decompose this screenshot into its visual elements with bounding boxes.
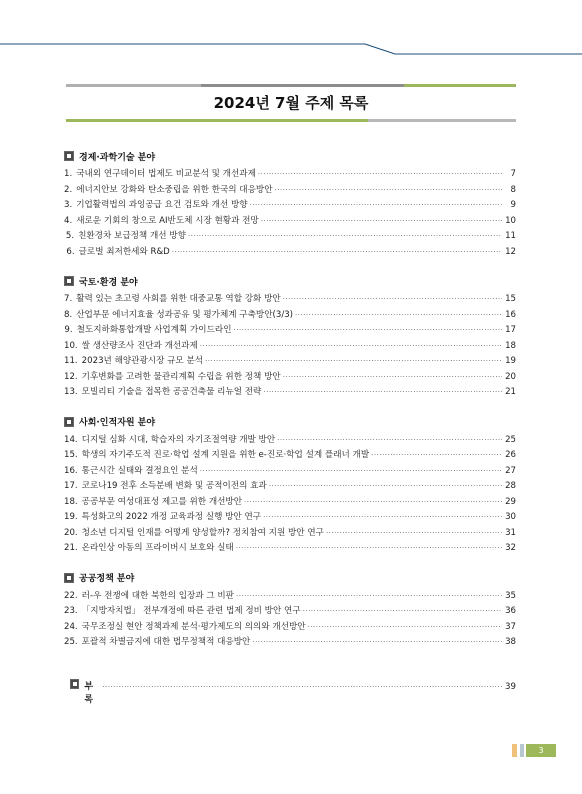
leader-dots <box>303 607 502 615</box>
leader-dots <box>295 311 502 319</box>
entry-title: 학생의 자기주도적 진로·학업 설계 지원을 위한 e-진로·학업 설계 플래너 개발 <box>81 450 370 460</box>
section-square-icon <box>64 573 74 583</box>
section-heading <box>64 570 516 586</box>
section-square-icon <box>64 151 74 161</box>
section-heading <box>64 148 516 164</box>
leader-dots <box>371 451 502 459</box>
leader-dots <box>263 388 502 396</box>
entry-page: 10 <box>505 215 516 226</box>
entry-page: 7 <box>510 169 516 179</box>
entry-title: 통근시간 실태와 결정요인 분석 <box>81 465 198 476</box>
entry-number: 15. <box>64 450 78 460</box>
leader-dots <box>188 232 502 240</box>
entry-number: 9. <box>64 325 73 335</box>
entry-page: 12 <box>505 246 516 257</box>
toc-entry[interactable] <box>64 635 516 651</box>
toc-entry[interactable] <box>64 479 516 495</box>
entry-number: 20. <box>64 527 78 538</box>
toc-entry[interactable] <box>64 167 516 183</box>
entry-number: 4. <box>64 215 73 226</box>
entry-number: 3. <box>64 200 73 210</box>
section-square-icon <box>70 679 79 689</box>
toc-section <box>64 414 516 557</box>
entry-title: 「지방자치법」 전부개정에 따른 관련 법제 정비 방안 연구 <box>81 606 301 616</box>
leader-dots <box>236 592 502 600</box>
entry-page: 9 <box>510 200 516 210</box>
toc-entry[interactable] <box>64 464 516 480</box>
section-heading-text: 경제·과학기술 분야 <box>79 152 156 163</box>
toc-entry[interactable] <box>64 620 516 636</box>
page-title: 2024년 7월 주제 목록 <box>213 94 369 112</box>
entry-number: 6. <box>66 246 75 257</box>
entry-number: 11. <box>64 356 78 366</box>
entry-number: 7. <box>64 294 73 304</box>
leader-dots <box>283 373 502 381</box>
leader-dots <box>250 201 502 209</box>
title-block <box>66 84 516 122</box>
entry-title: 포괄적 차별금지에 대한 법무정책적 대응방안 <box>81 637 251 647</box>
leader-dots <box>269 482 502 490</box>
toc-entry[interactable] <box>64 448 516 464</box>
leader-dots <box>261 217 502 225</box>
title-bottom-rule <box>66 119 516 122</box>
entry-page: 27 <box>505 465 516 476</box>
entry-title: 기후변화를 고려한 물관리계획 수립을 위한 정책 방안 <box>81 371 281 382</box>
entry-title: 온라인상 아동의 프라이버시 보호와 실태 <box>81 543 234 553</box>
entry-page: 31 <box>505 527 516 538</box>
entry-page: 16 <box>505 309 516 320</box>
toc-entry[interactable] <box>64 292 516 308</box>
leader-dots <box>252 638 502 646</box>
leader-dots <box>236 544 502 552</box>
entry-title: 에너지안보 강화와 탄소중립을 위한 한국의 대응방안 <box>76 184 273 195</box>
leader-dots <box>263 513 502 521</box>
entry-page: 25 <box>505 434 516 445</box>
entry-number: 23. <box>64 606 78 616</box>
entry-title: 활력 있는 초고령 사회를 위한 대중교통 역할 강화 방안 <box>76 294 281 304</box>
toc-entry[interactable] <box>64 589 516 605</box>
entry-page: 21 <box>505 387 516 397</box>
entry-title: 새로운 기회의 창으로 AI반도체 시장 현황과 전망 <box>76 215 259 226</box>
appendix-page: 39 <box>505 682 516 692</box>
entry-page: 17 <box>505 325 516 335</box>
entry-page: 35 <box>505 590 516 601</box>
header-rule <box>0 0 582 60</box>
leader-dots <box>277 436 502 444</box>
page-number-box <box>512 744 556 757</box>
toc-entry[interactable] <box>64 370 516 386</box>
entry-number: 10. <box>64 340 78 351</box>
entry-number: 1. <box>64 169 73 179</box>
entry-page: 26 <box>505 450 516 460</box>
section-heading-text: 국토·환경 분야 <box>79 277 138 288</box>
toc-entry[interactable] <box>64 229 516 245</box>
toc-entry[interactable] <box>64 354 516 370</box>
entry-title: 러-우 전쟁에 대한 북한의 입장과 그 비판 <box>81 590 234 601</box>
entry-number: 24. <box>64 621 78 632</box>
toc-entry[interactable] <box>64 495 516 511</box>
entry-title: 코로나19 전후 소득분배 변화 및 공적이전의 효과 <box>81 481 267 491</box>
entry-number: 16. <box>64 465 78 476</box>
toc-section <box>64 273 516 401</box>
entry-title: 철도지하화통합개발 사업계획 가이드라인 <box>76 325 232 335</box>
leader-dots <box>172 248 502 256</box>
entry-title: 모빌리티 기술을 접목한 공공건축물 리뉴얼 전략 <box>81 387 262 397</box>
entry-page: 32 <box>505 543 516 553</box>
page-number: 3 <box>526 744 556 757</box>
section-square-icon <box>64 276 74 286</box>
leader-dots <box>102 683 502 691</box>
entry-title: 기업활력법의 과잉공급 요건 검토와 개선 방향 <box>76 200 248 210</box>
entry-title: 청소년 디지털 인재를 어떻게 양성할까? 정치참여 지원 방안 연구 <box>81 527 324 538</box>
leader-dots <box>275 186 503 194</box>
page-tab-accent <box>512 744 517 757</box>
appendix-row[interactable] <box>70 679 516 705</box>
entry-number: 2. <box>64 184 73 195</box>
leader-dots <box>283 295 502 303</box>
entry-number: 18. <box>64 496 78 507</box>
entry-page: 29 <box>505 496 516 507</box>
entry-title: 산업부문 에너지효율 성과공유 및 평가체계 구축방안(3/3) <box>76 309 294 320</box>
toc-entry[interactable] <box>64 245 516 261</box>
toc-entry[interactable] <box>64 385 516 401</box>
entry-number: 25. <box>64 637 78 647</box>
toc-section <box>64 148 516 260</box>
entry-number: 8. <box>64 309 73 320</box>
appendix-label: 부록 <box>84 682 94 705</box>
leader-dots <box>234 326 502 334</box>
entry-page: 28 <box>505 481 516 491</box>
toc-entry[interactable] <box>64 214 516 230</box>
leader-dots <box>200 342 502 350</box>
toc-entry[interactable] <box>64 604 516 620</box>
entry-number: 22. <box>64 590 78 601</box>
toc-entry[interactable] <box>64 510 516 526</box>
toc-entry[interactable] <box>64 183 516 199</box>
table-of-contents <box>64 148 516 664</box>
toc-entry[interactable] <box>64 526 516 542</box>
entry-page: 37 <box>505 621 516 632</box>
entry-page: 8 <box>510 184 516 195</box>
entry-number: 19. <box>64 512 78 522</box>
entry-page: 36 <box>505 606 516 616</box>
entry-title: 국무조정실 현안 정책과제 분석·평가제도의 의의와 개선방안 <box>81 621 306 632</box>
entry-page: 38 <box>505 637 516 647</box>
entry-title: 특성화고의 2022 개정 교육과정 실행 방안 연구 <box>81 512 262 522</box>
entry-page: 19 <box>505 356 516 366</box>
toc-entry[interactable] <box>64 308 516 324</box>
toc-entry[interactable] <box>64 323 516 339</box>
entry-title: 글로벌 최저한세와 R&D <box>78 246 170 257</box>
entry-title: 2023년 해양관광시장 규모 분석 <box>81 356 204 366</box>
entry-number: 12. <box>64 371 78 382</box>
entry-title: 디지털 심화 시대, 학습자의 자기조절역량 개발 방안 <box>81 434 276 445</box>
leader-dots <box>244 498 502 506</box>
entry-page: 20 <box>505 371 516 382</box>
entry-number: 5. <box>65 231 75 241</box>
entry-number: 17. <box>64 481 78 491</box>
section-heading <box>64 273 516 289</box>
toc-entry[interactable] <box>64 339 516 355</box>
leader-dots <box>205 357 502 365</box>
entry-page: 11 <box>505 231 516 241</box>
toc-entry[interactable] <box>64 541 516 557</box>
toc-entry[interactable] <box>64 433 516 449</box>
entry-page: 15 <box>505 294 516 304</box>
leader-dots <box>200 467 502 475</box>
entry-number: 13. <box>64 387 78 397</box>
section-heading <box>64 414 516 430</box>
entry-title: 쌀 생산량조사 진단과 개선과제 <box>81 340 198 351</box>
leader-dots <box>326 529 502 537</box>
section-square-icon <box>64 417 74 427</box>
entry-title: 국내외 연구데이터 법제도 비교분석 및 개선과제 <box>76 169 256 179</box>
toc-entry[interactable] <box>64 198 516 214</box>
toc-section <box>64 570 516 651</box>
page-tab-accent-2 <box>520 744 524 757</box>
entry-title: 친환경차 보급정책 개선 방향 <box>78 231 186 241</box>
entry-number: 14. <box>64 434 78 445</box>
entry-number: 21. <box>64 543 78 553</box>
entry-page: 30 <box>505 512 516 522</box>
section-heading-text: 공공정책 분야 <box>79 574 135 584</box>
entry-page: 18 <box>505 340 516 351</box>
leader-dots <box>308 623 502 631</box>
section-heading-text: 사회·인적자원 분야 <box>79 418 156 428</box>
entry-title: 공공부문 여성대표성 제고를 위한 개선방안 <box>81 496 243 507</box>
leader-dots <box>258 170 502 178</box>
